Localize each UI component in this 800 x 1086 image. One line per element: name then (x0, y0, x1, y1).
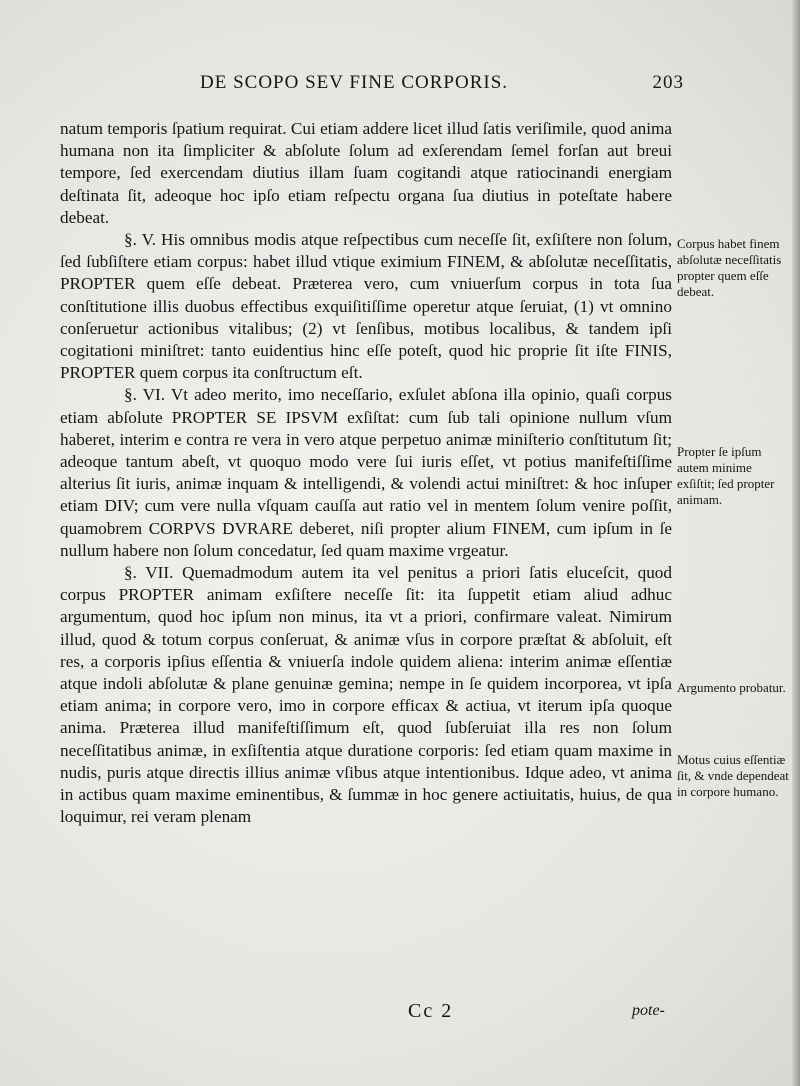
page-edge-shadow (792, 0, 800, 1086)
paragraph-section-7: §. VII. Quemadmodum autem ita vel penitus a priori ſatis eluceſcit, quod corpus PROPTER animam exſiſtere neceſſe ſit: ita ſuppetit etiam aliud adhuc argumentum, quod hoc ipſum non minus, ita vt a priori, confirmare valeat. Nimirum illud, quod & totum corpus conſeruat, & animæ vſus in corpore præſtat & abſoluit, eſt res, a corporis ipſius eſſentia & vniuerſa indole quidem aliena: interim animæ eſſentiæ atque indoli abſolutæ & plane genuinæ gemina; nempe in ſe quidem incorporea, vt ipſa etiam anima; in corpore vero, imo in corpore efficax & actiua, vt iterum ipſa quoque anima. Præterea illud manifeſtiſſimum eſt, quod ſubſeruiat illa res non ſolum neceſſitatibus animæ, in exſiſtentia atque duratione corporis: ſed etiam quam maxime in nudis, puris atque directis illius animæ vſibus atque intentionibus. Idque adeo, vt anima in actibus quam maxime eminentibus, & ſummæ in hoc genere actiuitatis, huius, de qua loquimur, rei veram plenam (60, 563, 672, 827)
main-text (60, 118, 672, 829)
paragraph-section-6: §. VI. Vt adeo merito, imo neceſſario, exſulet abſona illa opinio, quaſi corpus etiam abſolute PROPTER SE IPSVM exſiſtat: cum ſub tali opinione nullum vſum haberet, interim e contra re vera in vero atque perpetuo animæ miniſterio conſtitutum ſit; adeoque tantum abeſt, vt quoquo modo vere ſui iuris eſſet, vt potius manifeſtiſſime alterius ſit iuris, animæ inquam & intelligendi, & volendi actui miniſtret: & hoc inſuper etiam DIV; cum vere nulla vſquam cauſſa aut ratio vel in mentem ſolum venire poſſit, quamobrem CORPVS DVRARE deberet, niſi propter alium FINEM, cum ipſum in ſe nullum habere non ſolum concedatur, ſed quam maxime vrgeatur. (60, 385, 672, 560)
margin-note-2: Propter ſe ipſum autem minime exſiſtit; ſed propter animam. (677, 444, 775, 507)
paragraph-section-5: §. V. His omnibus modis atque reſpectibus cum neceſſe ſit, exſiſtere non ſolum, ſed ſubſiſtere etiam corpus: habet illud vtique eximium FINEM, & abſolutæ neceſſitatis, PROPTER quem eſſe debeat. Præterea vero, cum vniuerſum corpus in tota ſua conſtitutione illis duobus effectibus exquiſitiſſime operetur atque ſeruiat, (1) vt omnino conſeruetur actionibus vitalibus; (2) vt ſenſibus, motibus localibus, & tandem ipſi cogitationi miniſtret: tanto euidentius hinc eſſe poteſt, quod hic proprie ſit iſte FINIS, PROPTER quem corpus ita conſtructum eſt. (60, 230, 672, 383)
page-number: 203 (652, 72, 684, 93)
running-title: DE SCOPO SEV FINE CORPORIS. (200, 72, 509, 93)
catchword: pote- (632, 1002, 665, 1019)
margin-note-4: Motus cuius eſſentiæ ſit, & vnde dependeat in corpore humano. (677, 752, 789, 799)
margin-note-1: Corpus habet finem abſolutæ neceſſitatis propter quem eſſe debeat. (677, 236, 782, 299)
margin-note-3: Argumento probatur. (677, 680, 786, 695)
paragraph-continuation: natum temporis ſpatium requirat. Cui etiam addere licet illud ſatis veriſimile, quod anima humana non ita ſimpliciter & abſolute ſolum ad exſerendam ſemel forſan aut breui tempore, ſed exercendam diutius illam ſuam cogitandi atque ratiocinandi energiam deſtinata ſit, adeoque hoc ipſo etiam reſpectu organa ſua diutius in poteſtate habere debeat. (60, 119, 672, 227)
signature-mark: Cc 2 (408, 1000, 454, 1022)
